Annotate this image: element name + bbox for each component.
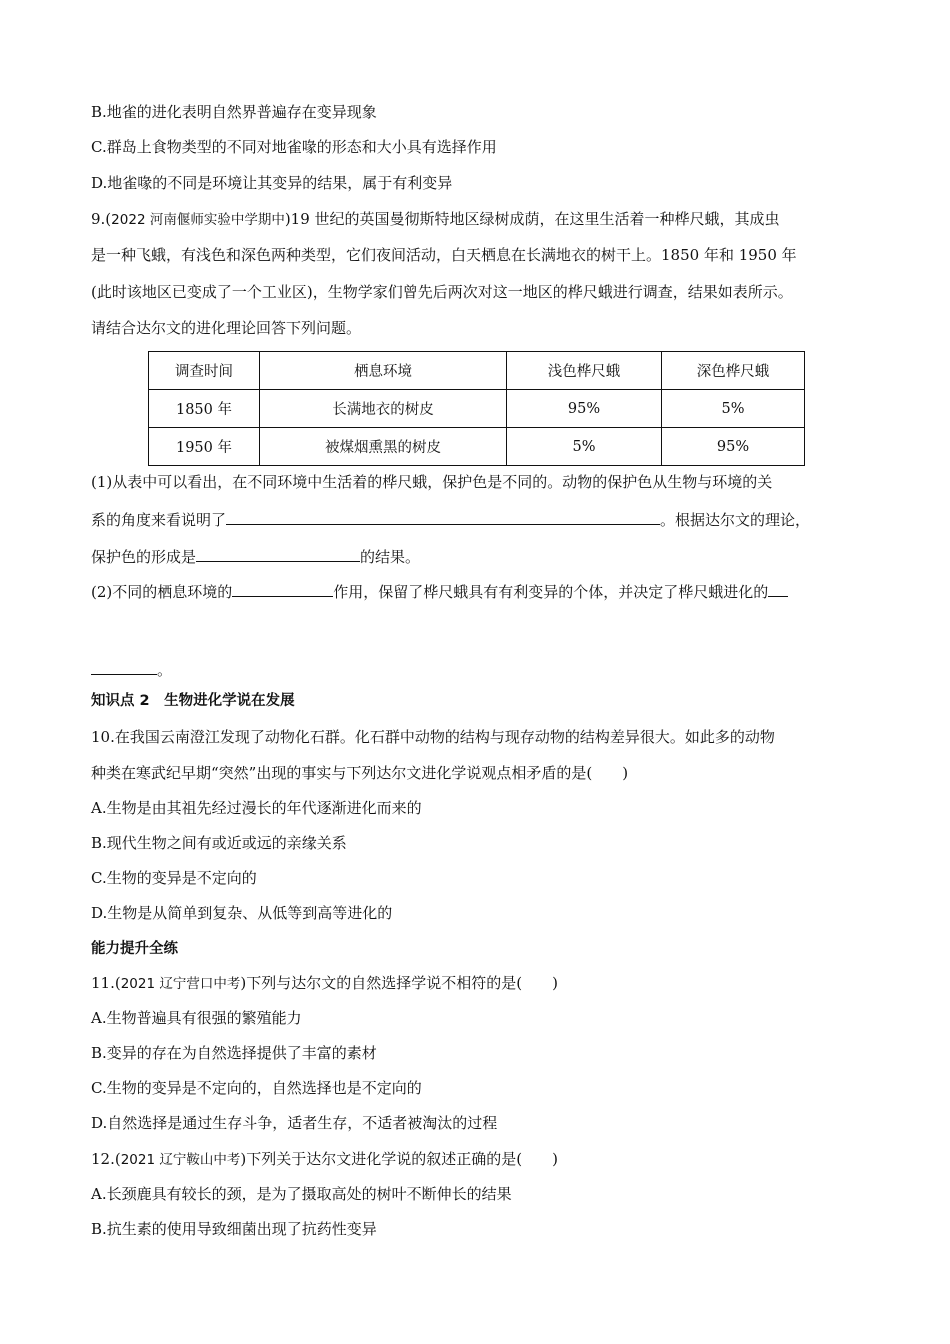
q8-option-b: B.地雀的进化表明自然界普遍存在变异现象 xyxy=(91,103,377,121)
section-heading-ability: 能力提升全练 xyxy=(91,941,178,957)
answer-blank[interactable] xyxy=(768,582,788,597)
answer-blank[interactable] xyxy=(232,582,333,597)
table-header-cell: 深色桦尺蛾 xyxy=(662,352,805,390)
q11-stem xyxy=(91,973,558,994)
q10-option-b: B.现代生物之间有或近或远的亲缘关系 xyxy=(91,834,347,852)
q10-option-d: D.生物是从简单到复杂、从低等到高等进化的 xyxy=(91,904,393,922)
q9-stem-line2: 是一种飞蛾，有浅色和深色两种类型，它们夜间活动，白天栖息在长满地衣的树干上。1850 年和 1950 年 xyxy=(91,246,797,264)
q11-option-d: D.自然选择是通过生存斗争，适者生存，不适者被淘汰的过程 xyxy=(91,1114,498,1132)
section-heading-knowledge-2: 知识点 2 生物进化学说在发展 xyxy=(91,693,295,709)
q12-option-b: B.抗生素的使用导致细菌出现了抗药性变异 xyxy=(91,1220,377,1238)
q11-option-b: B.变异的存在为自然选择提供了丰富的素材 xyxy=(91,1044,377,1062)
table-header-cell: 栖息环境 xyxy=(260,352,507,390)
q10-option-a: A.生物是由其祖先经过漫长的年代逐渐进化而来的 xyxy=(91,799,422,817)
answer-blank[interactable] xyxy=(226,510,660,525)
q9-source: 2022 河南偃师实验中学期中 xyxy=(111,212,285,228)
q11-source: 2021 辽宁营口中考 xyxy=(120,976,241,992)
q10-stem-line2: 种类在寒武纪早期“突然”出现的事实与下列达尔文进化学说观点相矛盾的是( ) xyxy=(91,764,629,782)
q9-sub1-text-d: 的结果。 xyxy=(360,548,421,566)
q9-sub1-line3 xyxy=(91,547,420,567)
q9-number: 9.( xyxy=(91,210,112,228)
answer-blank[interactable] xyxy=(91,660,157,675)
table-row xyxy=(149,428,805,466)
q12-option-a: A.长颈鹿具有较长的颈，是为了摄取高处的树叶不断伸长的结果 xyxy=(91,1185,512,1203)
q9-sub2-line1 xyxy=(91,582,788,602)
answer-blank[interactable] xyxy=(196,547,360,562)
q9-sub2-text-a: (2)不同的栖息环境的 xyxy=(91,583,233,601)
q9-sub1-text-a: 系的角度来看说明了 xyxy=(91,511,227,529)
table-cell: 95% xyxy=(507,390,662,428)
q12-number: 12.( xyxy=(91,1150,121,1168)
q8-option-d: D.地雀喙的不同是环境让其变异的结果，属于有利变异 xyxy=(91,174,453,192)
q9-stem-rest: )19 世纪的英国曼彻斯特地区绿树成荫，在这里生活着一种桦尺蛾，其成虫 xyxy=(284,210,780,228)
q10-option-c: C.生物的变异是不定向的 xyxy=(91,869,257,887)
table-header-row xyxy=(149,352,805,390)
table-header-cell: 浅色桦尺蛾 xyxy=(507,352,662,390)
q9-sub1-text-c: 保护色的形成是 xyxy=(91,548,197,566)
q12-stem xyxy=(91,1149,558,1170)
q10-stem-line1: 10.在我国云南澄江发现了动物化石群。化石群中动物的结构与现存动物的结构差异很大。如此多的动物 xyxy=(91,728,775,746)
table-cell: 长满地衣的树皮 xyxy=(260,390,507,428)
table-cell: 1950 年 xyxy=(149,428,260,466)
q8-option-c: C.群岛上食物类型的不同对地雀喙的形态和大小具有选择作用 xyxy=(91,138,497,156)
table-cell: 5% xyxy=(507,428,662,466)
survey-table xyxy=(148,351,805,466)
q9-sub2-line2 xyxy=(91,660,172,680)
q9-sub2-text-b: 作用，保留了桦尺蛾具有有利变异的个体，并决定了桦尺蛾进化的 xyxy=(333,583,769,601)
table-cell: 被煤烟熏黑的树皮 xyxy=(260,428,507,466)
q12-stem-rest: )下列关于达尔文进化学说的叙述正确的是( ) xyxy=(240,1150,558,1168)
table-cell: 95% xyxy=(662,428,805,466)
q11-option-c: C.生物的变异是不定向的，自然选择也是不定向的 xyxy=(91,1079,422,1097)
q11-number: 11.( xyxy=(91,974,121,992)
table-cell: 1850 年 xyxy=(149,390,260,428)
q9-sub1-line2 xyxy=(91,510,810,530)
table-row xyxy=(149,390,805,428)
q12-source: 2021 辽宁鞍山中考 xyxy=(120,1152,241,1168)
table-header-cell: 调查时间 xyxy=(149,352,260,390)
q9-sub2-end: 。 xyxy=(157,661,173,679)
q9-stem-line4: 请结合达尔文的进化理论回答下列问题。 xyxy=(91,319,362,337)
q9-sub1-line1: (1)从表中可以看出，在不同环境中生活着的桦尺蛾，保护色是不同的。动物的保护色从生物与环境的关 xyxy=(91,473,773,491)
q9-sub1-text-b: 。根据达尔文的理论， xyxy=(660,511,811,529)
q9-stem-line3: (此时该地区已变成了一个工业区)，生物学家们曾先后两次对这一地区的桦尺蛾进行调查，结果如表所示。 xyxy=(91,283,793,301)
table-cell: 5% xyxy=(662,390,805,428)
q11-stem-rest: )下列与达尔文的自然选择学说不相符的是( ) xyxy=(240,974,558,992)
q11-option-a: A.生物普遍具有很强的繁殖能力 xyxy=(91,1009,302,1027)
q9-stem-line1 xyxy=(91,209,780,230)
